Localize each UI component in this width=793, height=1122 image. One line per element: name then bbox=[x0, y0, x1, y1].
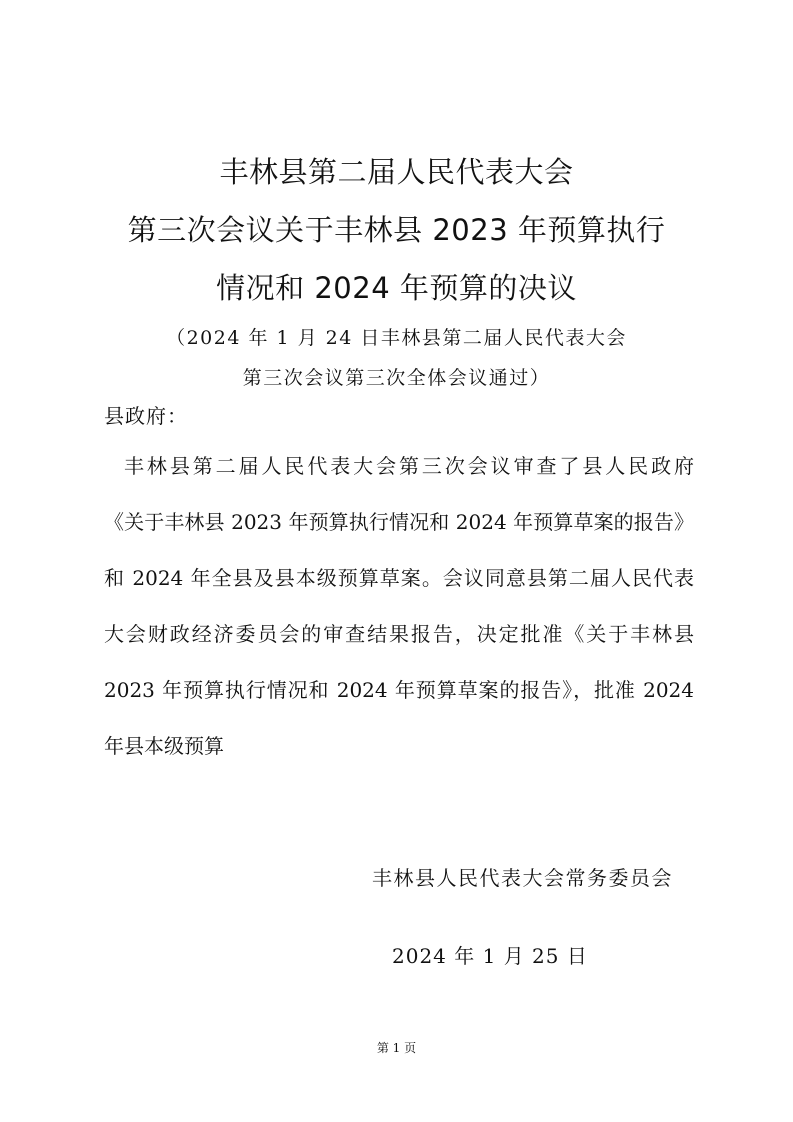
document-title-line-1: 丰林县第二届人民代表大会 bbox=[219, 155, 574, 189]
body-line-6: 年县本级预算 bbox=[104, 734, 224, 758]
adoption-note-line-2: 第三次会议第三次全体会议通过） bbox=[242, 367, 551, 389]
document-title-line-3: 情况和 2024 年预算的决议 bbox=[216, 271, 577, 305]
salutation: 县政府： bbox=[104, 404, 188, 428]
body-line-5: 2023 年预算执行情况和 2024 年预算草案的报告》，批准 2024 bbox=[104, 678, 694, 702]
body-line-1: 丰林县第二届人民代表大会第三次会议审查了县人民政府 bbox=[124, 454, 694, 478]
signature-organization: 丰林县人民代表大会常务委员会 bbox=[372, 866, 673, 890]
page-number: 第 1 页 bbox=[376, 1041, 417, 1055]
body-line-3: 和 2024 年全县及县本级预算草案。会议同意县第二届人民代表 bbox=[104, 566, 694, 590]
document-title-line-2: 第三次会议关于丰林县 2023 年预算执行 bbox=[127, 213, 666, 247]
body-line-2: 《关于丰林县 2023 年预算执行情况和 2024 年预算草案的报告》 bbox=[104, 510, 694, 534]
adoption-note-line-1: （2024 年 1 月 24 日丰林县第二届人民代表大会 bbox=[166, 327, 627, 349]
body-line-4: 大会财政经济委员会的审查结果报告，决定批准《关于丰林县 bbox=[104, 622, 694, 646]
signature-date: 2024 年 1 月 25 日 bbox=[392, 944, 588, 968]
